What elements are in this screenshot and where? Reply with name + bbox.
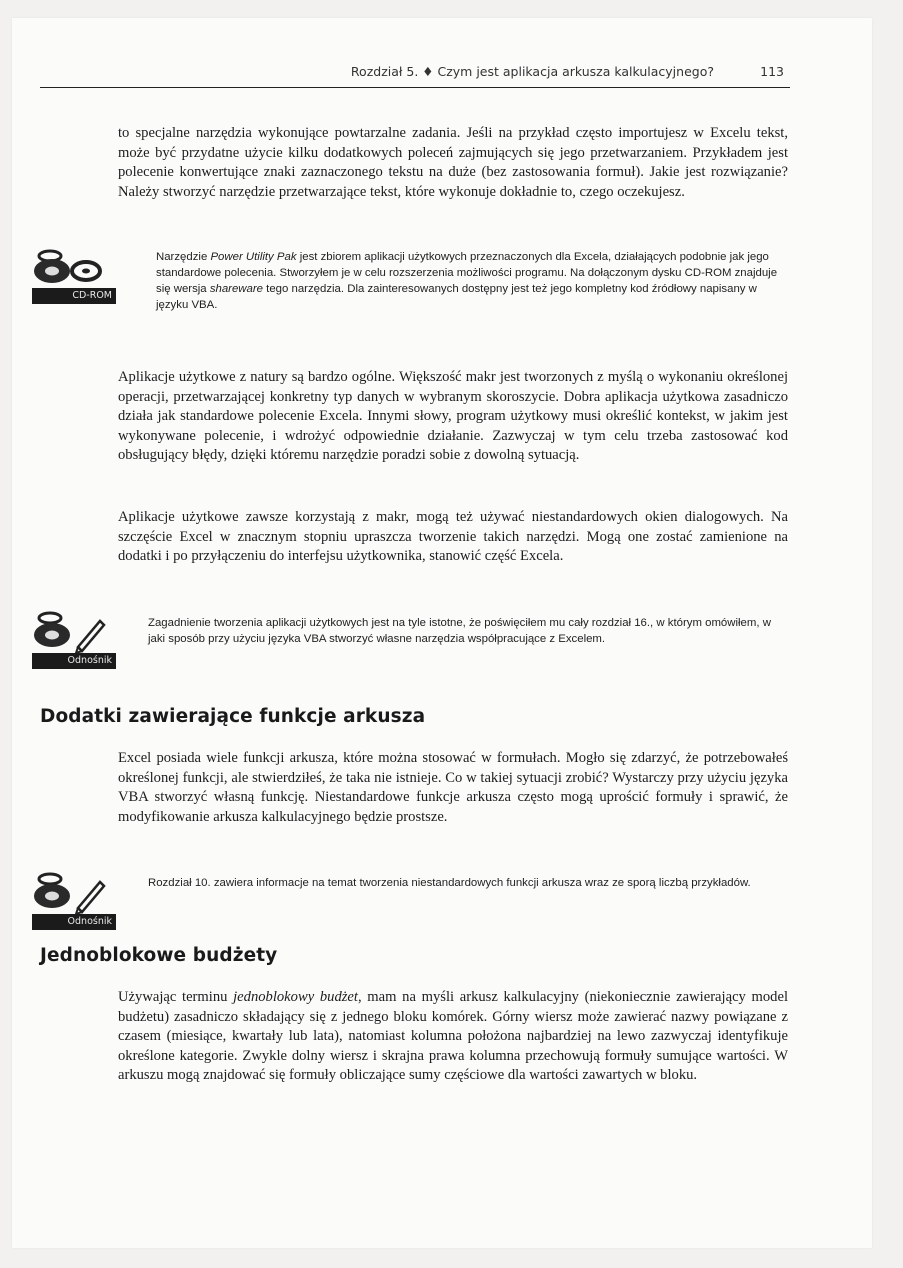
note-cdrom-emphasis-2: shareware — [209, 283, 263, 295]
reference-label: Odnośnik — [32, 653, 116, 669]
cdrom-label: CD-ROM — [32, 288, 116, 304]
page-number: 113 — [760, 64, 784, 79]
header-rule — [40, 87, 790, 88]
cdrom-icon — [30, 242, 120, 304]
paragraph-worksheet-functions: Excel posiada wiele funkcji arkusza, które można stosować w formułach. Mogło się zdarzyć, że potrzebowałeś określonej funkcji, ale stwierdziłeś, że taka nie istnieje. Co w takiej sytuacji zrobić? Wystarczy przy użyciu języka VBA stworzyć własną funkcję. Niestandardowe funkcje arkusza często mogą uprościć formuły i sprawić, że modyfikowanie arkusza kalkulacyjnego będzie prostsze. — [118, 750, 788, 825]
note-cdrom-text-2: jest zbiorem aplikacji użytkowych przeznaczonych dla Excela, działających podobnie jak jego standardowe polecenia. Stworzyłem je w celu rozszerzenia możliwości programu. Na dołączonym dysku CD-ROM znajduje się wersja — [156, 251, 778, 295]
note-cdrom-emphasis-1: Power Utility Pak — [210, 251, 297, 263]
paragraph-text-1: Używając terminu — [118, 989, 234, 1005]
disc-icon — [30, 242, 120, 288]
note-reference-chapter-16: Zagadnienie tworzenia aplikacji użytkowych jest na tyle istotne, że poświęciłem mu cały rozdział 16., w którym omówiłem, w jaki sposób przy użyciu języka VBA stworzyć własne narzędzia współpracujące z Excelem. — [148, 617, 771, 645]
disc-pencil-icon — [30, 868, 120, 914]
note-cdrom-text-3: tego narzędzia. Dla zainteresowanych dostępny jest też jego kompletny kod źródłowy napisany w języku VBA. — [156, 283, 757, 311]
note-cdrom — [156, 249, 792, 313]
note-cdrom-text-1: Narzędzie — [156, 251, 211, 263]
paragraph-text-2: , mam na myśli arkusz kalkulacyjny (niekoniecznie zawierający model budżetu) zasadniczo składający się z jednego bloku komórek. Górny wiersz może zawierać nazwy powiązane z czasem (miesiące, kwartały lub lata), natomiast kolumna położona najbardziej na lewo zazwyczaj identyfikuje określone kategorie. Zwykle dolny wiersz i skrajna prawa kolumna przechowują formuły sumujące wartości. W arkuszu mogą znajdować się formuły obliczające sumy częściowe dla wartości zawartych w bloku. — [118, 989, 789, 1084]
paragraph-utilities-general: Aplikacje użytkowe z natury są bardzo ogólne. Większość makr jest tworzonych z myślą o wykonaniu określonej operacji, przetwarzającej konkretny typ danych w wybranym skoroszycie. Dobra aplikacja użytkowa zasadniczo działa jak standardowe polecenie Excela. Innymi słowy, program użytkowy musi określić kontekst, w jakim jest wykonywane polecenie, i wdrożyć odpowiednie działanie. Zazwyczaj w tym celu trzeba zastosować kod obsługujący błędy, dzięki któremu narzędzie poradzi sobie z dowolną sytuacją. — [118, 369, 788, 464]
section-heading-worksheet-functions: Dodatki zawierające funkcje arkusza — [40, 706, 426, 727]
term-emphasis: jednoblokowy budżet — [233, 989, 358, 1005]
reference-icon-2 — [30, 868, 120, 930]
header-title: Rozdział 5. ♦ Czym jest aplikacja arkusza kalkulacyjnego? — [350, 64, 714, 79]
paragraph-intro: to specjalne narzędzia wykonujące powtarzalne zadania. Jeśli na przykład często importujesz w Excelu tekst, może być przydatne użycie kilku dodatkowych poleceń zajmujących się jego przetwarzaniem. Przykładem jest polecenie konwertujące znaki zaznaczonego tekstu na duże (bez zastosowania formuł). Jakie jest rozwiązanie? Należy stworzyć narzędzie przetwarzające tekst, które wykonuje dokładnie to, czego oczekujesz. — [118, 125, 788, 200]
reference-icon — [30, 607, 120, 669]
paragraph-utilities-macros: Aplikacje użytkowe zawsze korzystają z makr, mogą też używać niestandardowych okien dialogowych. Na szczęście Excel w znacznym stopniu upraszcza tworzenie takich narzędzi. Mogą one zostać zamienione na dodatki i po przyłączeniu do interfejsu użytkownika, stanowić część Excela. — [118, 509, 788, 565]
disc-pencil-icon — [30, 607, 120, 653]
section-heading-one-block-budgets: Jednoblokowe budżety — [40, 945, 278, 966]
reference-label-2: Odnośnik — [32, 914, 116, 930]
note-reference-chapter-10: Rozdział 10. zawiera informacje na temat tworzenia niestandardowych funkcji arkusza wraz ze sporą liczbą przykładów. — [148, 877, 751, 889]
paragraph-one-block-budgets — [118, 988, 788, 1086]
